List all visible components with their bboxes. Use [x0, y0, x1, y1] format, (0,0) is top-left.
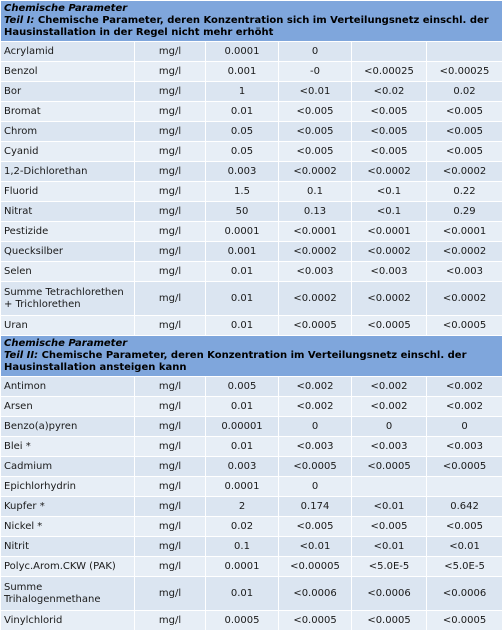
unit-cell: mg/l [135, 611, 206, 631]
limit-value-cell: 0.0001 [206, 557, 279, 577]
measured-value-1-cell: <0.01 [279, 537, 352, 557]
measured-value-1-cell: <0.002 [279, 397, 352, 417]
table-row [1, 457, 502, 477]
table-row [1, 162, 502, 182]
limit-value-cell: 0.0001 [206, 42, 279, 62]
unit-cell: mg/l [135, 122, 206, 142]
measured-value-1-cell: <0.003 [279, 437, 352, 457]
measured-value-3-cell: <0.0002 [427, 242, 502, 262]
unit-cell: mg/l [135, 142, 206, 162]
measured-value-3-cell: <0.0001 [427, 222, 502, 242]
parameter-name-cell: Epichlorhydrin [1, 477, 135, 497]
section-part-label: Teil II: [4, 350, 39, 361]
table-body [1, 1, 502, 631]
measured-value-2-cell: <0.1 [352, 182, 427, 202]
measured-value-1-cell: 0 [279, 477, 352, 497]
limit-value-cell: 0.05 [206, 142, 279, 162]
table-row [1, 282, 502, 316]
parameter-name-cell: Uran [1, 316, 135, 336]
limit-value-cell: 0.01 [206, 102, 279, 122]
unit-cell: mg/l [135, 537, 206, 557]
parameter-name-cell: Nickel * [1, 517, 135, 537]
limit-value-cell: 0.005 [206, 377, 279, 397]
parameter-name-cell: Vinylchlorid [1, 611, 135, 631]
table-row [1, 377, 502, 397]
section-header-cell [1, 1, 502, 42]
measured-value-3-cell: <0.00025 [427, 62, 502, 82]
measured-value-2-cell: <0.01 [352, 537, 427, 557]
measured-value-3-cell: <0.01 [427, 537, 502, 557]
unit-cell: mg/l [135, 82, 206, 102]
unit-cell: mg/l [135, 477, 206, 497]
table-row [1, 611, 502, 631]
table-row [1, 477, 502, 497]
limit-value-cell: 0.01 [206, 282, 279, 316]
table-row [1, 537, 502, 557]
limit-value-cell: 0.0001 [206, 477, 279, 497]
measured-value-3-cell: <0.0002 [427, 282, 502, 316]
unit-cell: mg/l [135, 62, 206, 82]
measured-value-3-cell: <0.005 [427, 102, 502, 122]
measured-value-2-cell: <0.0001 [352, 222, 427, 242]
measured-value-2-cell: <0.0002 [352, 282, 427, 316]
measured-value-1-cell: <0.0006 [279, 577, 352, 611]
measured-value-2-cell: <0.0002 [352, 242, 427, 262]
unit-cell: mg/l [135, 162, 206, 182]
limit-value-cell: 1.5 [206, 182, 279, 202]
table-row [1, 262, 502, 282]
unit-cell: mg/l [135, 397, 206, 417]
measured-value-2-cell: <5.0E-5 [352, 557, 427, 577]
parameter-name-cell: Bromat [1, 102, 135, 122]
measured-value-2-cell: <0.002 [352, 377, 427, 397]
parameter-name-cell: 1,2-Dichlorethan [1, 162, 135, 182]
limit-value-cell: 0.00001 [206, 417, 279, 437]
table-row [1, 222, 502, 242]
measured-value-3-cell: 0.22 [427, 182, 502, 202]
measured-value-2-cell: <0.0005 [352, 316, 427, 336]
limit-value-cell: 2 [206, 497, 279, 517]
measured-value-1-cell: 0 [279, 417, 352, 437]
limit-value-cell: 0.01 [206, 397, 279, 417]
measured-value-3-cell: <0.0005 [427, 611, 502, 631]
measured-value-3-cell: <0.003 [427, 262, 502, 282]
table-row [1, 397, 502, 417]
limit-value-cell: 0.01 [206, 262, 279, 282]
table-row [1, 202, 502, 222]
measured-value-1-cell: <0.0005 [279, 457, 352, 477]
measured-value-1-cell: <0.0002 [279, 162, 352, 182]
limit-value-cell: 0.001 [206, 62, 279, 82]
table-row [1, 62, 502, 82]
section-description: Chemische Parameter, deren Konzentration sich im Verteilungsnetz einschl. der Hausinstallation in der Regel nicht mehr erhöht [4, 15, 489, 38]
limit-value-cell: 0.001 [206, 242, 279, 262]
parameter-name-cell: Summe Trihalogenmethane [1, 577, 135, 611]
measured-value-2-cell: <0.0002 [352, 162, 427, 182]
measured-value-2-cell: <0.00025 [352, 62, 427, 82]
measured-value-2-cell: <0.02 [352, 82, 427, 102]
limit-value-cell: 0.0001 [206, 222, 279, 242]
unit-cell: mg/l [135, 377, 206, 397]
measured-value-2-cell [352, 42, 427, 62]
measured-value-1-cell: <0.0005 [279, 316, 352, 336]
unit-cell: mg/l [135, 316, 206, 336]
parameter-name-cell: Benzol [1, 62, 135, 82]
measured-value-3-cell: <5.0E-5 [427, 557, 502, 577]
measured-value-1-cell: <0.003 [279, 262, 352, 282]
unit-cell: mg/l [135, 437, 206, 457]
table-row [1, 437, 502, 457]
measured-value-3-cell [427, 42, 502, 62]
table-row [1, 557, 502, 577]
section-part-label: Teil I: [4, 15, 35, 26]
table-row [1, 42, 502, 62]
table-row [1, 517, 502, 537]
measured-value-2-cell: <0.1 [352, 202, 427, 222]
measured-value-1-cell: <0.0002 [279, 242, 352, 262]
table-row [1, 577, 502, 611]
measured-value-3-cell: 0 [427, 417, 502, 437]
unit-cell: mg/l [135, 262, 206, 282]
table-row [1, 102, 502, 122]
limit-value-cell: 1 [206, 82, 279, 102]
table-row [1, 142, 502, 162]
measured-value-1-cell: 0 [279, 42, 352, 62]
unit-cell: mg/l [135, 417, 206, 437]
table-row [1, 417, 502, 437]
parameter-name-cell: Blei * [1, 437, 135, 457]
table-row [1, 182, 502, 202]
measured-value-2-cell: <0.002 [352, 397, 427, 417]
measured-value-1-cell: <0.0005 [279, 611, 352, 631]
unit-cell: mg/l [135, 182, 206, 202]
measured-value-3-cell: 0.642 [427, 497, 502, 517]
parameter-name-cell: Chrom [1, 122, 135, 142]
measured-value-3-cell: <0.005 [427, 517, 502, 537]
measured-value-1-cell: <0.00005 [279, 557, 352, 577]
unit-cell: mg/l [135, 497, 206, 517]
limit-value-cell: 0.0005 [206, 611, 279, 631]
measured-value-2-cell: <0.003 [352, 262, 427, 282]
section-header [1, 1, 502, 42]
unit-cell: mg/l [135, 282, 206, 316]
parameter-name-cell: Cadmium [1, 457, 135, 477]
measured-value-1-cell: <0.005 [279, 102, 352, 122]
limit-value-cell: 0.01 [206, 316, 279, 336]
unit-cell: mg/l [135, 517, 206, 537]
measured-value-2-cell: <0.0005 [352, 611, 427, 631]
measured-value-3-cell: <0.002 [427, 377, 502, 397]
parameter-name-cell: Nitrit [1, 537, 135, 557]
measured-value-3-cell: <0.0006 [427, 577, 502, 611]
parameter-name-cell: Arsen [1, 397, 135, 417]
measured-value-3-cell: 0.29 [427, 202, 502, 222]
section-description: Chemische Parameter, deren Konzentration im Verteilungsnetz einschl. der Hausinstallation ansteigen kann [4, 350, 467, 373]
measured-value-3-cell: <0.0002 [427, 162, 502, 182]
measured-value-2-cell: <0.0006 [352, 577, 427, 611]
measured-value-1-cell: <0.0002 [279, 282, 352, 316]
parameter-name-cell: Benzo(a)pyren [1, 417, 135, 437]
measured-value-2-cell: <0.005 [352, 122, 427, 142]
table-row [1, 316, 502, 336]
measured-value-2-cell: <0.005 [352, 517, 427, 537]
table-row [1, 497, 502, 517]
parameter-name-cell: Bor [1, 82, 135, 102]
section-header-cell [1, 336, 502, 377]
parameter-name-cell: Pestizide [1, 222, 135, 242]
measured-value-1-cell: <0.002 [279, 377, 352, 397]
measured-value-2-cell: <0.0005 [352, 457, 427, 477]
unit-cell: mg/l [135, 42, 206, 62]
parameter-name-cell: Acrylamid [1, 42, 135, 62]
unit-cell: mg/l [135, 222, 206, 242]
parameter-name-cell: Antimon [1, 377, 135, 397]
unit-cell: mg/l [135, 102, 206, 122]
measured-value-2-cell: <0.003 [352, 437, 427, 457]
limit-value-cell: 0.1 [206, 537, 279, 557]
parameter-name-cell: Selen [1, 262, 135, 282]
parameter-name-cell: Cyanid [1, 142, 135, 162]
measured-value-1-cell: 0.174 [279, 497, 352, 517]
measured-value-3-cell [427, 477, 502, 497]
measured-value-3-cell: <0.005 [427, 122, 502, 142]
table-row [1, 82, 502, 102]
limit-value-cell: 0.01 [206, 577, 279, 611]
parameter-name-cell: Fluorid [1, 182, 135, 202]
limit-value-cell: 0.02 [206, 517, 279, 537]
measured-value-2-cell: <0.01 [352, 497, 427, 517]
table-row [1, 122, 502, 142]
limit-value-cell: 0.003 [206, 457, 279, 477]
unit-cell: mg/l [135, 202, 206, 222]
measured-value-1-cell: -0 [279, 62, 352, 82]
measured-value-1-cell: <0.01 [279, 82, 352, 102]
measured-value-2-cell [352, 477, 427, 497]
parameter-name-cell: Summe Tetrachlorethen + Trichlorethen [1, 282, 135, 316]
unit-cell: mg/l [135, 242, 206, 262]
unit-cell: mg/l [135, 557, 206, 577]
limit-value-cell: 0.01 [206, 437, 279, 457]
unit-cell: mg/l [135, 457, 206, 477]
table-row [1, 242, 502, 262]
section-title: Chemische Parameter [4, 338, 128, 349]
measured-value-1-cell: 0.13 [279, 202, 352, 222]
section-title: Chemische Parameter [4, 3, 128, 14]
measured-value-3-cell: <0.003 [427, 437, 502, 457]
measured-value-1-cell: <0.0001 [279, 222, 352, 242]
parameter-name-cell: Quecksilber [1, 242, 135, 262]
unit-cell: mg/l [135, 577, 206, 611]
limit-value-cell: 0.05 [206, 122, 279, 142]
measured-value-3-cell: <0.002 [427, 397, 502, 417]
measured-value-2-cell: <0.005 [352, 142, 427, 162]
section-header [1, 336, 502, 377]
parameter-name-cell: Nitrat [1, 202, 135, 222]
parameter-name-cell: Polyc.Arom.CKW (PAK) [1, 557, 135, 577]
measured-value-3-cell: <0.0005 [427, 316, 502, 336]
measured-value-1-cell: <0.005 [279, 122, 352, 142]
limit-value-cell: 50 [206, 202, 279, 222]
measured-value-2-cell: <0.005 [352, 102, 427, 122]
measured-value-2-cell: 0 [352, 417, 427, 437]
measured-value-1-cell: <0.005 [279, 517, 352, 537]
measured-value-3-cell: <0.0005 [427, 457, 502, 477]
measured-value-3-cell: 0.02 [427, 82, 502, 102]
measured-value-1-cell: <0.005 [279, 142, 352, 162]
measured-value-1-cell: 0.1 [279, 182, 352, 202]
parameter-name-cell: Kupfer * [1, 497, 135, 517]
measured-value-3-cell: <0.005 [427, 142, 502, 162]
limit-value-cell: 0.003 [206, 162, 279, 182]
